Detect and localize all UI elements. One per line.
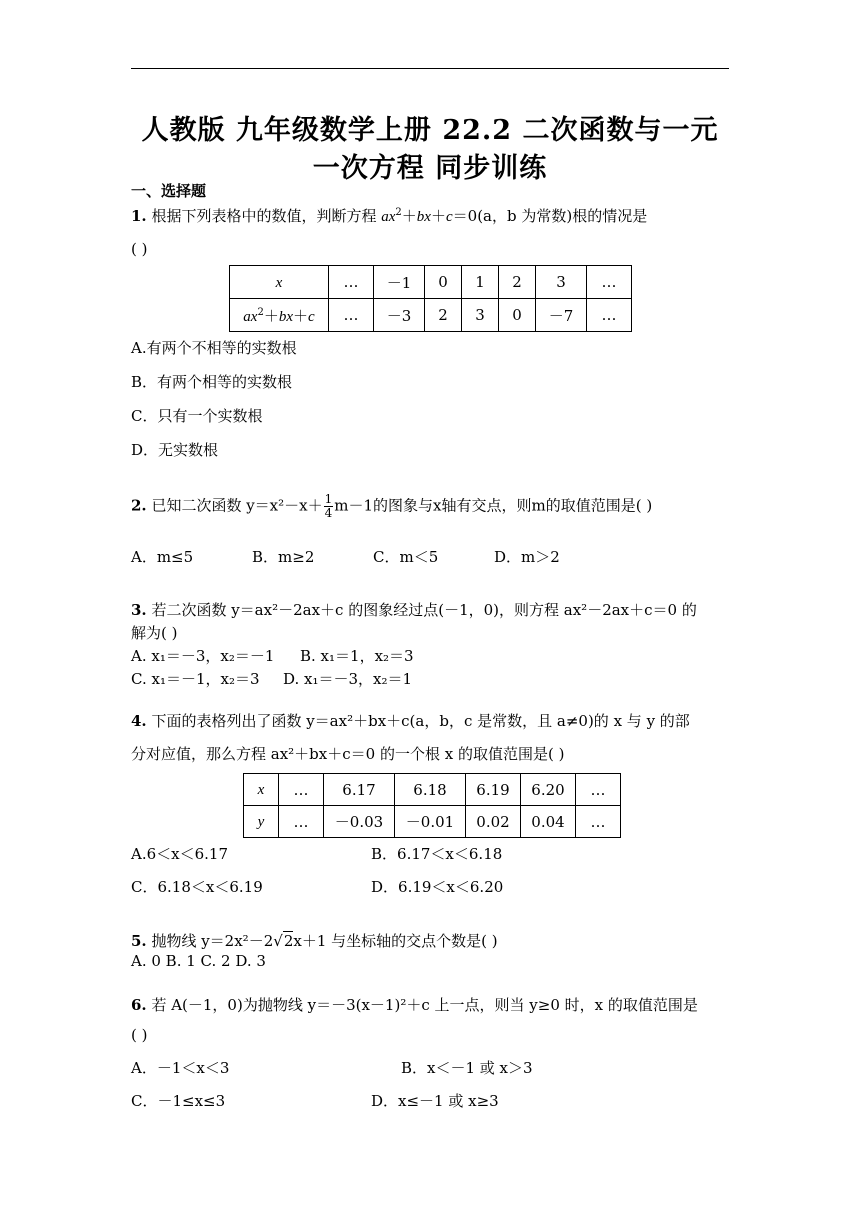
q4-option-c: C．6.18＜x＜6.19 <box>131 878 263 896</box>
table-cell: y <box>244 806 279 838</box>
table-cell: 6.18 <box>395 774 466 806</box>
q5-stem: 5. 抛物线 y＝2x²－2√2x＋1 与坐标轴的交点个数是( ) <box>131 932 498 950</box>
q4-number: 4. <box>131 712 147 730</box>
table-row <box>230 266 632 299</box>
q5-number: 5. <box>131 932 147 950</box>
table-cell: －3 <box>374 299 425 332</box>
table-cell: －0.03 <box>324 806 395 838</box>
q6-number: 6. <box>131 996 147 1014</box>
q1-option-a: A.有两个不相等的实数根 <box>131 339 297 357</box>
table-cell: 3 <box>536 266 587 299</box>
q6-option-d: D．x≤－1 或 x≥3 <box>371 1092 499 1110</box>
q2-option-b: B．m≥2 <box>252 548 315 566</box>
q2-option-d: D．m＞2 <box>494 548 560 566</box>
table-cell: x <box>230 266 329 299</box>
q4-option-d: D．6.19＜x＜6.20 <box>371 878 504 896</box>
q1-stem-text-b: (a，b 为常数)根的情况是 <box>477 207 648 225</box>
table-cell: －0.01 <box>395 806 466 838</box>
table-cell: 6.20 <box>521 774 576 806</box>
table-cell: －7 <box>536 299 587 332</box>
table-cell: 0 <box>499 299 536 332</box>
q2-option-a: A．m≤5 <box>131 548 194 566</box>
table-cell: … <box>576 806 621 838</box>
q1-option-c: C．只有一个实数根 <box>131 407 263 425</box>
q6-stem-text: 若 A(－1，0)为抛物线 y＝－3(x－1)²＋c 上一点，则当 y≥0 时，x 的取值范围是 <box>146 996 698 1014</box>
q6-option-a: A．－1＜x＜3 <box>131 1059 230 1077</box>
q1-value-table <box>229 265 632 332</box>
q2-fraction: $\frac{1}{4}$ <box>324 492 333 520</box>
table-cell: … <box>587 299 632 332</box>
q6-option-c: C．－1≤x≤3 <box>131 1092 226 1110</box>
table-cell: x <box>244 774 279 806</box>
table-cell: 1 <box>462 266 499 299</box>
table-cell: $ax^2+bx+c$ <box>230 299 329 332</box>
q4-stem-line1 <box>131 710 690 731</box>
q6-option-b: B．x＜－1 或 x＞3 <box>401 1059 533 1077</box>
document-title-line2: 一次方程 同步训练 <box>312 153 548 184</box>
q3-stem-line2: 解为( ) <box>131 624 178 642</box>
table-cell: 3 <box>462 299 499 332</box>
q5-stem-text-a: 抛物线 y＝2x²－2 <box>146 932 274 950</box>
table-row <box>230 299 632 332</box>
q4-option-b: B．6.17＜x＜6.18 <box>371 845 503 863</box>
q1-stem: 1. 根据下列表格中的数值，判断方程 $ax^2+bx+c=0(a$，b 为常数)根的情况是 <box>131 207 648 225</box>
section-heading: 一、选择题 <box>131 182 207 200</box>
q3-option-a: A. x₁＝－3，x₂＝－1 <box>131 647 275 665</box>
q3-stem-text: 若二次函数 y＝ax²－2ax＋c 的图象经过点(－1，0)，则方程 ax²－2ax＋c＝0 的 <box>146 601 697 619</box>
q3-option-d: D. x₁＝－3，x₂＝1 <box>283 670 413 688</box>
table-cell: 2 <box>499 266 536 299</box>
table-row <box>244 774 621 806</box>
table-cell: 6.19 <box>466 774 521 806</box>
q3-stem-line1 <box>131 599 697 620</box>
q3-number: 3. <box>131 601 147 619</box>
table-cell: … <box>329 299 374 332</box>
table-cell: … <box>279 774 324 806</box>
q2-number: 2. <box>131 496 147 515</box>
table-cell: 0.02 <box>466 806 521 838</box>
q4-stem-text: 下面的表格列出了函数 y＝ax²＋bx＋c(a，b，c 是常数，且 a≠0)的 x 与 y 的部 <box>146 712 690 730</box>
document-title-line1: 人教版 九年级数学上册 22.2 二次函数与一元 <box>141 115 719 146</box>
q2-stem-text-a: 已知二次函数 y＝x²－x＋ <box>146 496 323 515</box>
q5-stem-text-b: x＋1 与坐标轴的交点个数是( ) <box>293 932 498 950</box>
q1-option-d: D．无实数根 <box>131 441 219 459</box>
q4-value-table <box>243 773 621 838</box>
q3-option-c: C. x₁＝－1，x₂＝3 <box>131 670 260 688</box>
q6-stem-line2: ( ) <box>131 1026 148 1044</box>
table-cell: 0 <box>425 266 462 299</box>
q1-number: 1. <box>131 207 147 225</box>
table-cell: … <box>329 266 374 299</box>
table-cell: 0.04 <box>521 806 576 838</box>
table-cell: －1 <box>374 266 425 299</box>
q1-stem-text-a: 根据下列表格中的数值，判断方程 <box>146 207 382 225</box>
q2-option-c: C．m＜5 <box>373 548 439 566</box>
q5-sqrt: 2 <box>283 932 294 950</box>
q6-stem-line1 <box>131 994 698 1015</box>
table-cell: … <box>279 806 324 838</box>
header-rule <box>131 68 729 69</box>
table-cell: … <box>587 266 632 299</box>
q1-answer-paren: ( ) <box>131 240 148 258</box>
table-cell: … <box>576 774 621 806</box>
q1-option-b: B．有两个相等的实数根 <box>131 373 293 391</box>
q4-stem-line2: 分对应值，那么方程 ax²＋bx＋c＝0 的一个根 x 的取值范围是( ) <box>131 745 565 763</box>
table-row <box>244 806 621 838</box>
q4-option-a: A.6＜x＜6.17 <box>131 845 229 863</box>
table-cell: 6.17 <box>324 774 395 806</box>
q3-option-b: B. x₁＝1，x₂＝3 <box>300 647 414 665</box>
q2-stem-text-b: m－1的图象与x轴有交点，则m的取值范围是( ) <box>334 496 653 515</box>
table-cell: 2 <box>425 299 462 332</box>
q5-options: A. 0 B. 1 C. 2 D. 3 <box>131 952 266 970</box>
q2-stem <box>131 493 652 520</box>
